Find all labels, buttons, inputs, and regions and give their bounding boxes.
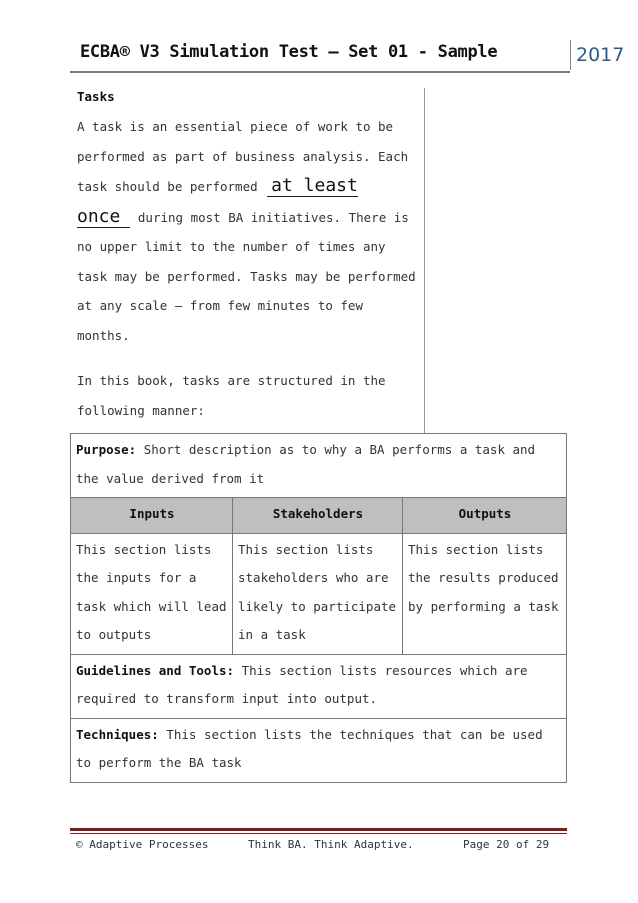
techniques-cell <box>71 718 567 782</box>
techniques-row <box>71 718 567 782</box>
techniques-text: This section lists the techniques that can be used to perform the BA task <box>76 726 543 770</box>
footer-divider-thin <box>70 833 567 834</box>
inputs-header: Inputs <box>71 498 233 534</box>
footer-page-number: Page 20 of 29 <box>463 838 550 851</box>
guidelines-cell <box>71 654 567 718</box>
footer-copyright: © Adaptive Processes <box>76 838 209 851</box>
tasks-paragraph-1 <box>77 112 422 350</box>
tasks-heading: Tasks <box>77 89 115 104</box>
footer-tagline: Think BA. Think Adaptive. <box>248 838 414 851</box>
footer-divider-thick <box>70 828 567 831</box>
outputs-cell: This section lists the results produced by performing a task <box>403 533 567 654</box>
tasks-text-before: A task is an essential piece of work to be performed as part of business analysis. Each task should be performed <box>77 119 409 194</box>
header-divider <box>70 71 570 73</box>
purpose-row <box>71 434 567 498</box>
tasks-emphasis: at least once <box>77 175 358 227</box>
guidelines-text: This section lists resources which are required to transform input into output. <box>76 662 528 706</box>
header-title: ECBA® V3 Simulation Test – Set 01 - Sample <box>80 42 498 62</box>
techniques-label: Techniques: <box>76 726 159 742</box>
stakeholders-header: Stakeholders <box>233 498 403 534</box>
stakeholders-cell: This section lists stakeholders who are likely to participate in a task <box>233 533 403 654</box>
page-header <box>70 38 625 72</box>
purpose-cell <box>71 434 567 498</box>
outputs-header: Outputs <box>403 498 567 534</box>
tasks-text-after: during most BA initiatives. There is no upper limit to the number of times any task may be performed. Tasks may be performed at any scale – from few minutes to few months. <box>77 209 416 343</box>
guidelines-row <box>71 654 567 718</box>
tasks-section <box>77 88 422 425</box>
column-header-row <box>71 498 567 534</box>
task-structure-table <box>70 433 567 783</box>
header-year: 2017 <box>570 40 624 70</box>
tasks-paragraph-2: In this book, tasks are structured in the following manner: <box>77 373 386 418</box>
inputs-cell: This section lists the inputs for a task which will lead to outputs <box>71 533 233 654</box>
purpose-label: Purpose: <box>76 442 137 457</box>
guidelines-label: Guidelines and Tools: <box>76 662 235 678</box>
column-divider <box>424 88 425 433</box>
purpose-text: Short description as to why a BA performs a task and the value derived from it <box>76 442 536 486</box>
content-row <box>71 533 567 654</box>
